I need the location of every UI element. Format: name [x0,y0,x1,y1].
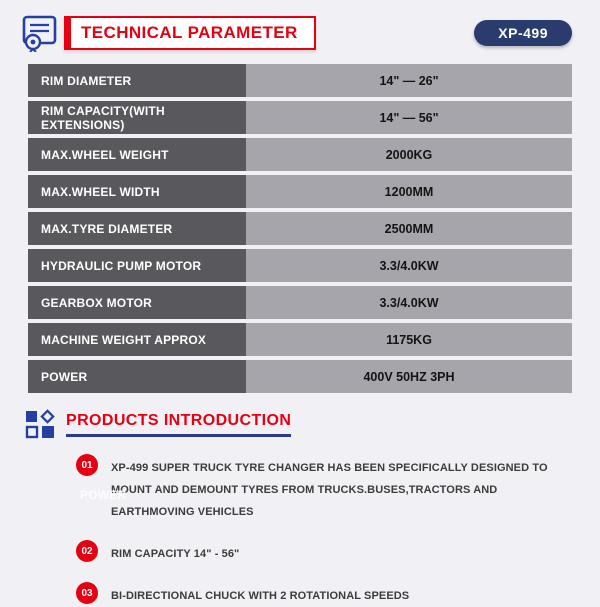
technical-parameter-title: TECHNICAL PARAMETER [81,23,298,42]
spec-label: MACHINE WEIGHT APPROX [28,323,246,356]
list-item [76,454,570,523]
page-header [0,0,600,62]
grid-squares-icon [24,408,56,440]
spec-value: 3.3/4.0KW [246,249,572,282]
item-number-badge: 02 [76,540,98,562]
spec-value: 1175KG [246,323,572,356]
item-text: BI-DIRECTIONAL CHUCK WITH 2 ROTATIONAL SPEEDS [111,590,410,602]
table-row [28,64,572,97]
list-item [76,540,570,565]
table-row [28,138,572,171]
spec-table [0,62,600,393]
item-text: RIM CAPACITY 14" - 56" [111,548,240,560]
spec-value: 2000KG [246,138,572,171]
spec-label: RIM CAPACITY(WITH EXTENSIONS) [28,101,246,134]
spec-label: RIM DIAMETER [28,64,246,97]
table-row [28,175,572,208]
spec-value: 2500MM [246,212,572,245]
spec-sheet-icon [20,14,60,52]
table-row [28,323,572,356]
spec-label: MAX.WHEEL WEIGHT [28,138,246,171]
table-row [28,360,572,393]
intro-header [0,393,600,442]
spec-value: 14" — 56" [246,101,572,134]
spec-label: POWER [28,360,246,393]
spec-label: HYDRAULIC PUMP MOTOR [28,249,246,282]
spec-label: MAX.TYRE DIAMETER [28,212,246,245]
spec-value: 3.3/4.0KW [246,286,572,319]
table-row [28,101,572,134]
ghost-power-text: POWER [80,488,127,502]
spec-value: 1200MM [246,175,572,208]
products-introduction-title: PRODUCTS INTRODUCTION [66,412,291,437]
spec-label: MAX.WHEEL WIDTH [28,175,246,208]
table-row [28,286,572,319]
list-item [76,582,570,607]
item-text: XP-499 SUPER TRUCK TYRE CHANGER HAS BEEN SPECIFICALLY DESIGNED TO MOUNT AND DEMOUNT TYRES FROM TRUCKS.BUSES,TRACTORS AND EARTHMOVING VEHICLES [111,462,548,518]
section-title-box [64,16,316,50]
spec-value: 14" — 26" [246,64,572,97]
item-number-badge: 03 [76,582,98,604]
spec-label: GEARBOX MOTOR [28,286,246,319]
table-row [28,212,572,245]
table-row [28,249,572,282]
model-badge: XP-499 [474,20,572,46]
intro-list [0,442,600,607]
spec-value: 400V 50HZ 3PH [246,360,572,393]
item-number-badge: 01 [76,454,98,476]
